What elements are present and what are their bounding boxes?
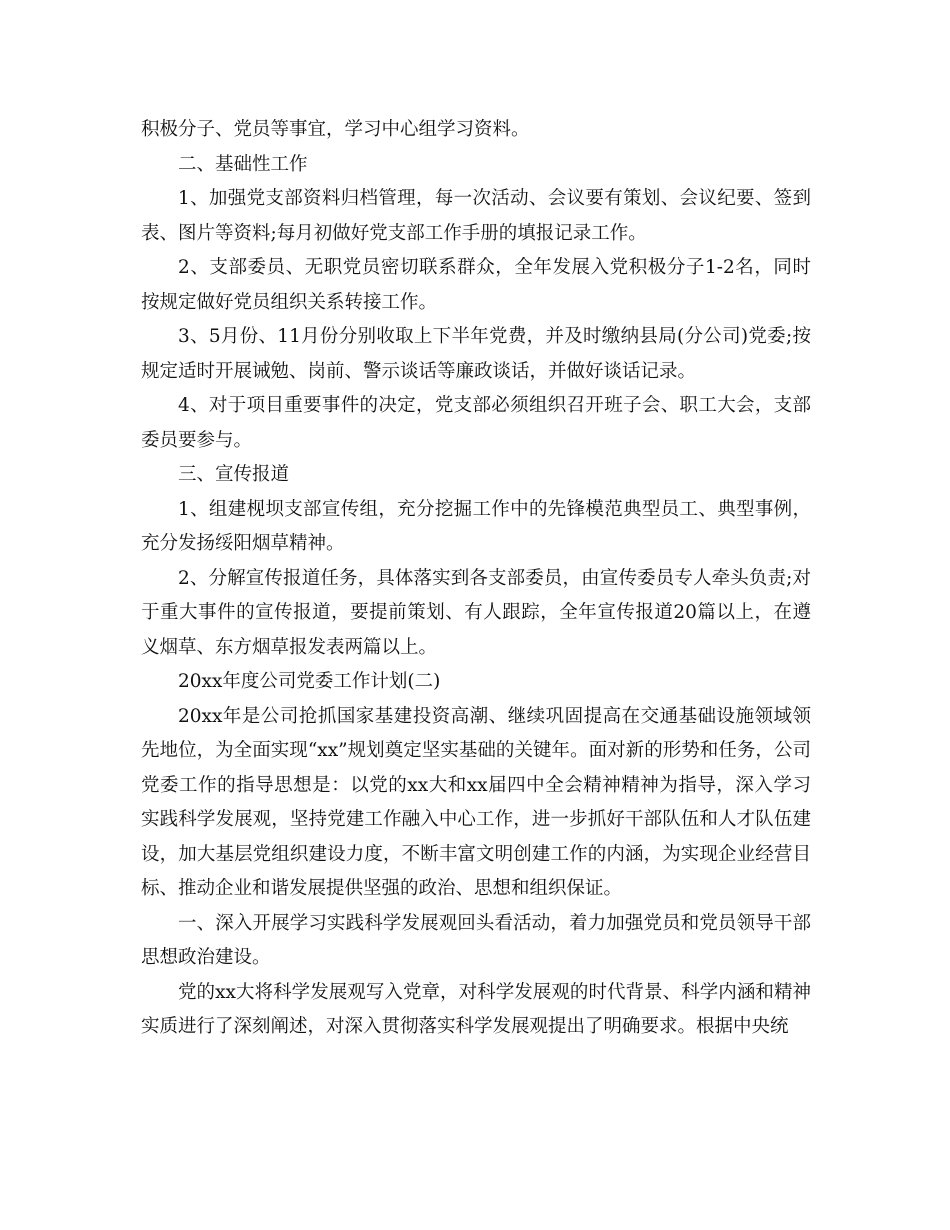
section-heading-publicity: 三、宣传报道 (178, 464, 290, 485)
section-heading-study-practice: 一、深入开展学习实践科学发展观回头看活动，着力加强党员和党员领导干部思想政治建设。 (141, 912, 811, 968)
paragraph-guiding-thought: 20xx年是公司抢抓国家基建投资高潮、继续巩固提高在交通基础设施领域领先地位，为全面实现“xx”规划奠定坚实基础的关键年。面对新的形势和任务，公司党委工作的指导思想是：以党的xx大和xx届四中全会精神精神为指导，深入学习实践科学发展观，坚持党建工作融入中心工作，进一步抓好干部队伍和人才队伍建设，加大基层党组织建设力度，不断丰富文明创建工作的内涵，为实现企业经营目标、推动企业和谐发展提供坚强的政治、思想和组织保证。 (141, 705, 811, 899)
paragraph-item-3: 3、5月份、11月份分别收取上下半年党费，并及时缴纳县局(分公司)党委;按规定适时开展诫勉、岗前、警示谈话等廉政谈话，并做好谈话记录。 (141, 326, 811, 382)
paragraph-item-2: 2、支部委员、无职党员密切联系群众，全年发展入党积极分子1-2名，同时按规定做好党员组织关系转接工作。 (141, 257, 811, 313)
paragraph-item-4: 4、对于项目重要事件的决定，党支部必须组织召开班子会、职工大会，支部委员要参与。 (141, 395, 811, 451)
paragraph-item-1: 1、加强党支部资料归档管理，每一次活动、会议要有策划、会议纪要、签到表、图片等资料;每月初做好党支部工作手册的填报记录工作。 (141, 188, 811, 244)
plan-title: 20xx年度公司党委工作计划(二) (178, 671, 441, 692)
paragraph-publicity-1: 1、组建枧坝支部宣传组，充分挖掘工作中的先锋模范典型员工、典型事例，充分发扬绥阳烟草精神。 (141, 498, 811, 554)
section-heading-basic-work: 二、基础性工作 (178, 153, 308, 175)
paragraph-scientific-outlook: 党的xx大将科学发展观写入党章，对科学发展观的时代背景、科学内涵和精神实质进行了深刻阐述，对深入贯彻落实科学发展观提出了明确要求。根据中央统 (141, 981, 811, 1037)
paragraph-publicity-2: 2、分解宣传报道任务，具体落实到各支部委员，由宣传委员专人牵头负责;对于重大事件的宣传报道，要提前策划、有人跟踪，全年宣传报道20篇以上，在遵义烟草、东方烟草报发表两篇以上。 (141, 567, 811, 658)
paragraph-continuation: 积极分子、党员等事宜，学习中心组学习资料。 (141, 119, 530, 140)
document-body (141, 113, 811, 1045)
